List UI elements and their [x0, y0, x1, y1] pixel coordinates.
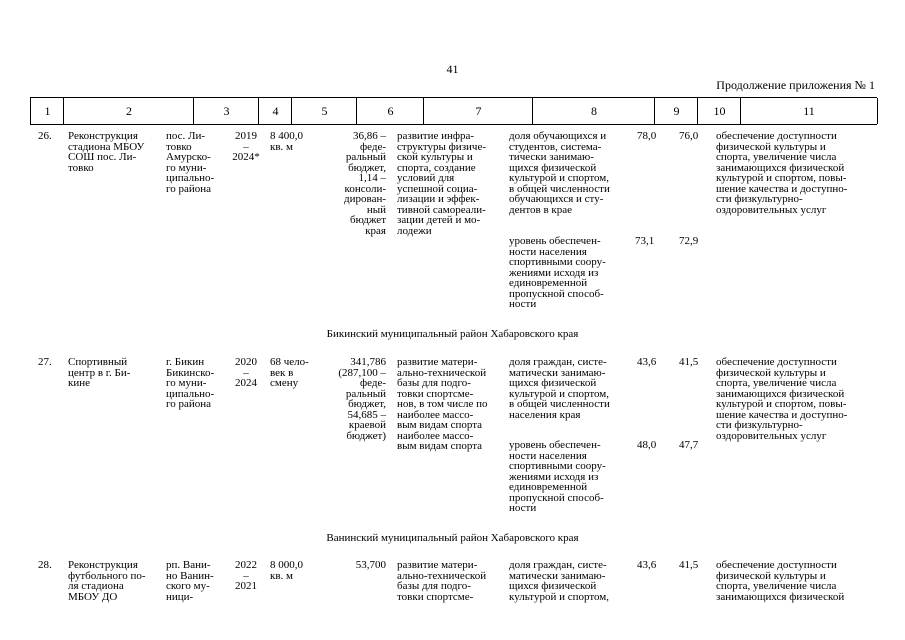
header-col-6: 6 [356, 98, 424, 124]
section-heading: Ванинский муниципальный район Хабаровского края [326, 532, 579, 544]
expected-effect: обеспечение доступности физической культуры и спорта, увеличение числа занимающихся физической [716, 559, 845, 603]
indicator-value-col10-2: 47,7 [679, 439, 699, 451]
indicator-text: доля граждан, систе- матически занимаю- щихся физической культурой и спортом, [509, 559, 610, 603]
header-col-5: 5 [291, 98, 357, 124]
indicator-value-col10-2: 72,9 [679, 235, 699, 247]
indicator-value-col10: 76,0 [679, 130, 699, 142]
page-number: 41 [446, 62, 459, 76]
header-col-1: 1 [30, 98, 64, 124]
continuation-label: Продолжение приложения № 1 [716, 78, 875, 92]
header-col-4: 4 [258, 98, 292, 124]
row-number: 28. [38, 559, 52, 571]
header-col-10: 10 [697, 98, 741, 124]
project-goal: развитие матери- ально-технической базы для подго- товки спортсме- [397, 559, 487, 603]
object-name: Реконструкция футбольного по- ля стадиона МБОУ ДО [68, 559, 146, 603]
indicator-value-col10: 41,5 [679, 559, 699, 571]
header-col-7: 7 [423, 98, 533, 124]
cost-amount: 53,700 [355, 559, 386, 571]
object-name: Спортивный центр в г. Би- кине [68, 356, 131, 389]
object-location: рп. Вани- но Ванин- ского му- ници- [166, 559, 214, 603]
indicator-value-col9: 43,6 [637, 559, 657, 571]
object-capacity: 8 400,0 кв. м [270, 130, 303, 153]
indicator-value-col9: 43,6 [637, 356, 657, 368]
project-goal: развитие инфра- структуры физиче- ской культуры и спорта, создание условий для успешной социа- лизации и эффек- тивной самореали- зации детей и мо- лодежи [397, 130, 487, 237]
indicator-text: доля обучающихся и студентов, система- тически занимаю- щихся физической культурой и спортом, в общей численности обучающихся и сту- дентов в крае [509, 130, 610, 216]
object-capacity: 68 чело- век в смену [270, 356, 309, 389]
cost-amount: 341,786 (287,100 – феде- ральный бюджет, 54,685 – краевой бюджет) [338, 356, 386, 442]
object-location: пос. Ли- товко Амурско- го муни- ципально- го района [166, 130, 215, 195]
header-col-11: 11 [740, 98, 878, 124]
section-heading: Бикинский муниципальный район Хабаровского края [326, 328, 579, 340]
header-col-9: 9 [654, 98, 698, 124]
project-goal: развитие матери- ально-технической базы для подго- товки спортсме- нов, в том числе по наиболее массо- вым видам спорта наиболее массо- вым видам спорта [397, 356, 488, 452]
row-number: 26. [38, 130, 52, 142]
header-col-8: 8 [532, 98, 655, 124]
indicator-text-2: уровень обеспечен- ности населения спортивными соору- жениями исходя из единовременной пропускной способ- ности [509, 235, 606, 310]
object-capacity: 8 000,0 кв. м [270, 559, 303, 582]
indicator-value-col10: 41,5 [679, 356, 699, 368]
expected-effect: обеспечение доступности физической культуры и спорта, увеличение числа занимающихся физической культурой и спортом, повы- шение качества и доступно- сти физкультурно- оздоровительных услуг [716, 356, 848, 442]
indicator-value-col9-2: 48,0 [637, 439, 657, 451]
implementation-years: 2020 – 2024 [235, 356, 257, 389]
implementation-years: 2022 – 2021 [235, 559, 257, 592]
object-location: г. Бикин Бикинско- го муни- ципально- го района [166, 356, 215, 410]
indicator-text-2: уровень обеспечен- ности населения спортивными соору- жениями исходя из единовременной пропускной способ- ности [509, 439, 606, 514]
header-col-2: 2 [63, 98, 194, 124]
indicator-value-col9: 78,0 [637, 130, 657, 142]
cost-amount: 36,86 – феде- ральный бюджет, 1,14 – консоли- дирован- ный бюджет края [344, 130, 386, 237]
implementation-years: 2019 – 2024* [232, 130, 260, 163]
header-col-3: 3 [193, 98, 259, 124]
object-name: Реконструкция стадиона МБОУ СОШ пос. Ли- товко [68, 130, 145, 174]
row-number: 27. [38, 356, 52, 368]
table-header [30, 97, 877, 125]
expected-effect: обеспечение доступности физической культуры и спорта, увеличение числа занимающихся физической культурой и спортом, повы- шение качества и доступно- сти физкультурно- оздоровительных услуг [716, 130, 848, 216]
indicator-value-col9-2: 73,1 [635, 235, 655, 247]
indicator-text: доля граждан, систе- матически занимаю- щихся физической культурой и спортом, в общей численности населения края [509, 356, 610, 421]
